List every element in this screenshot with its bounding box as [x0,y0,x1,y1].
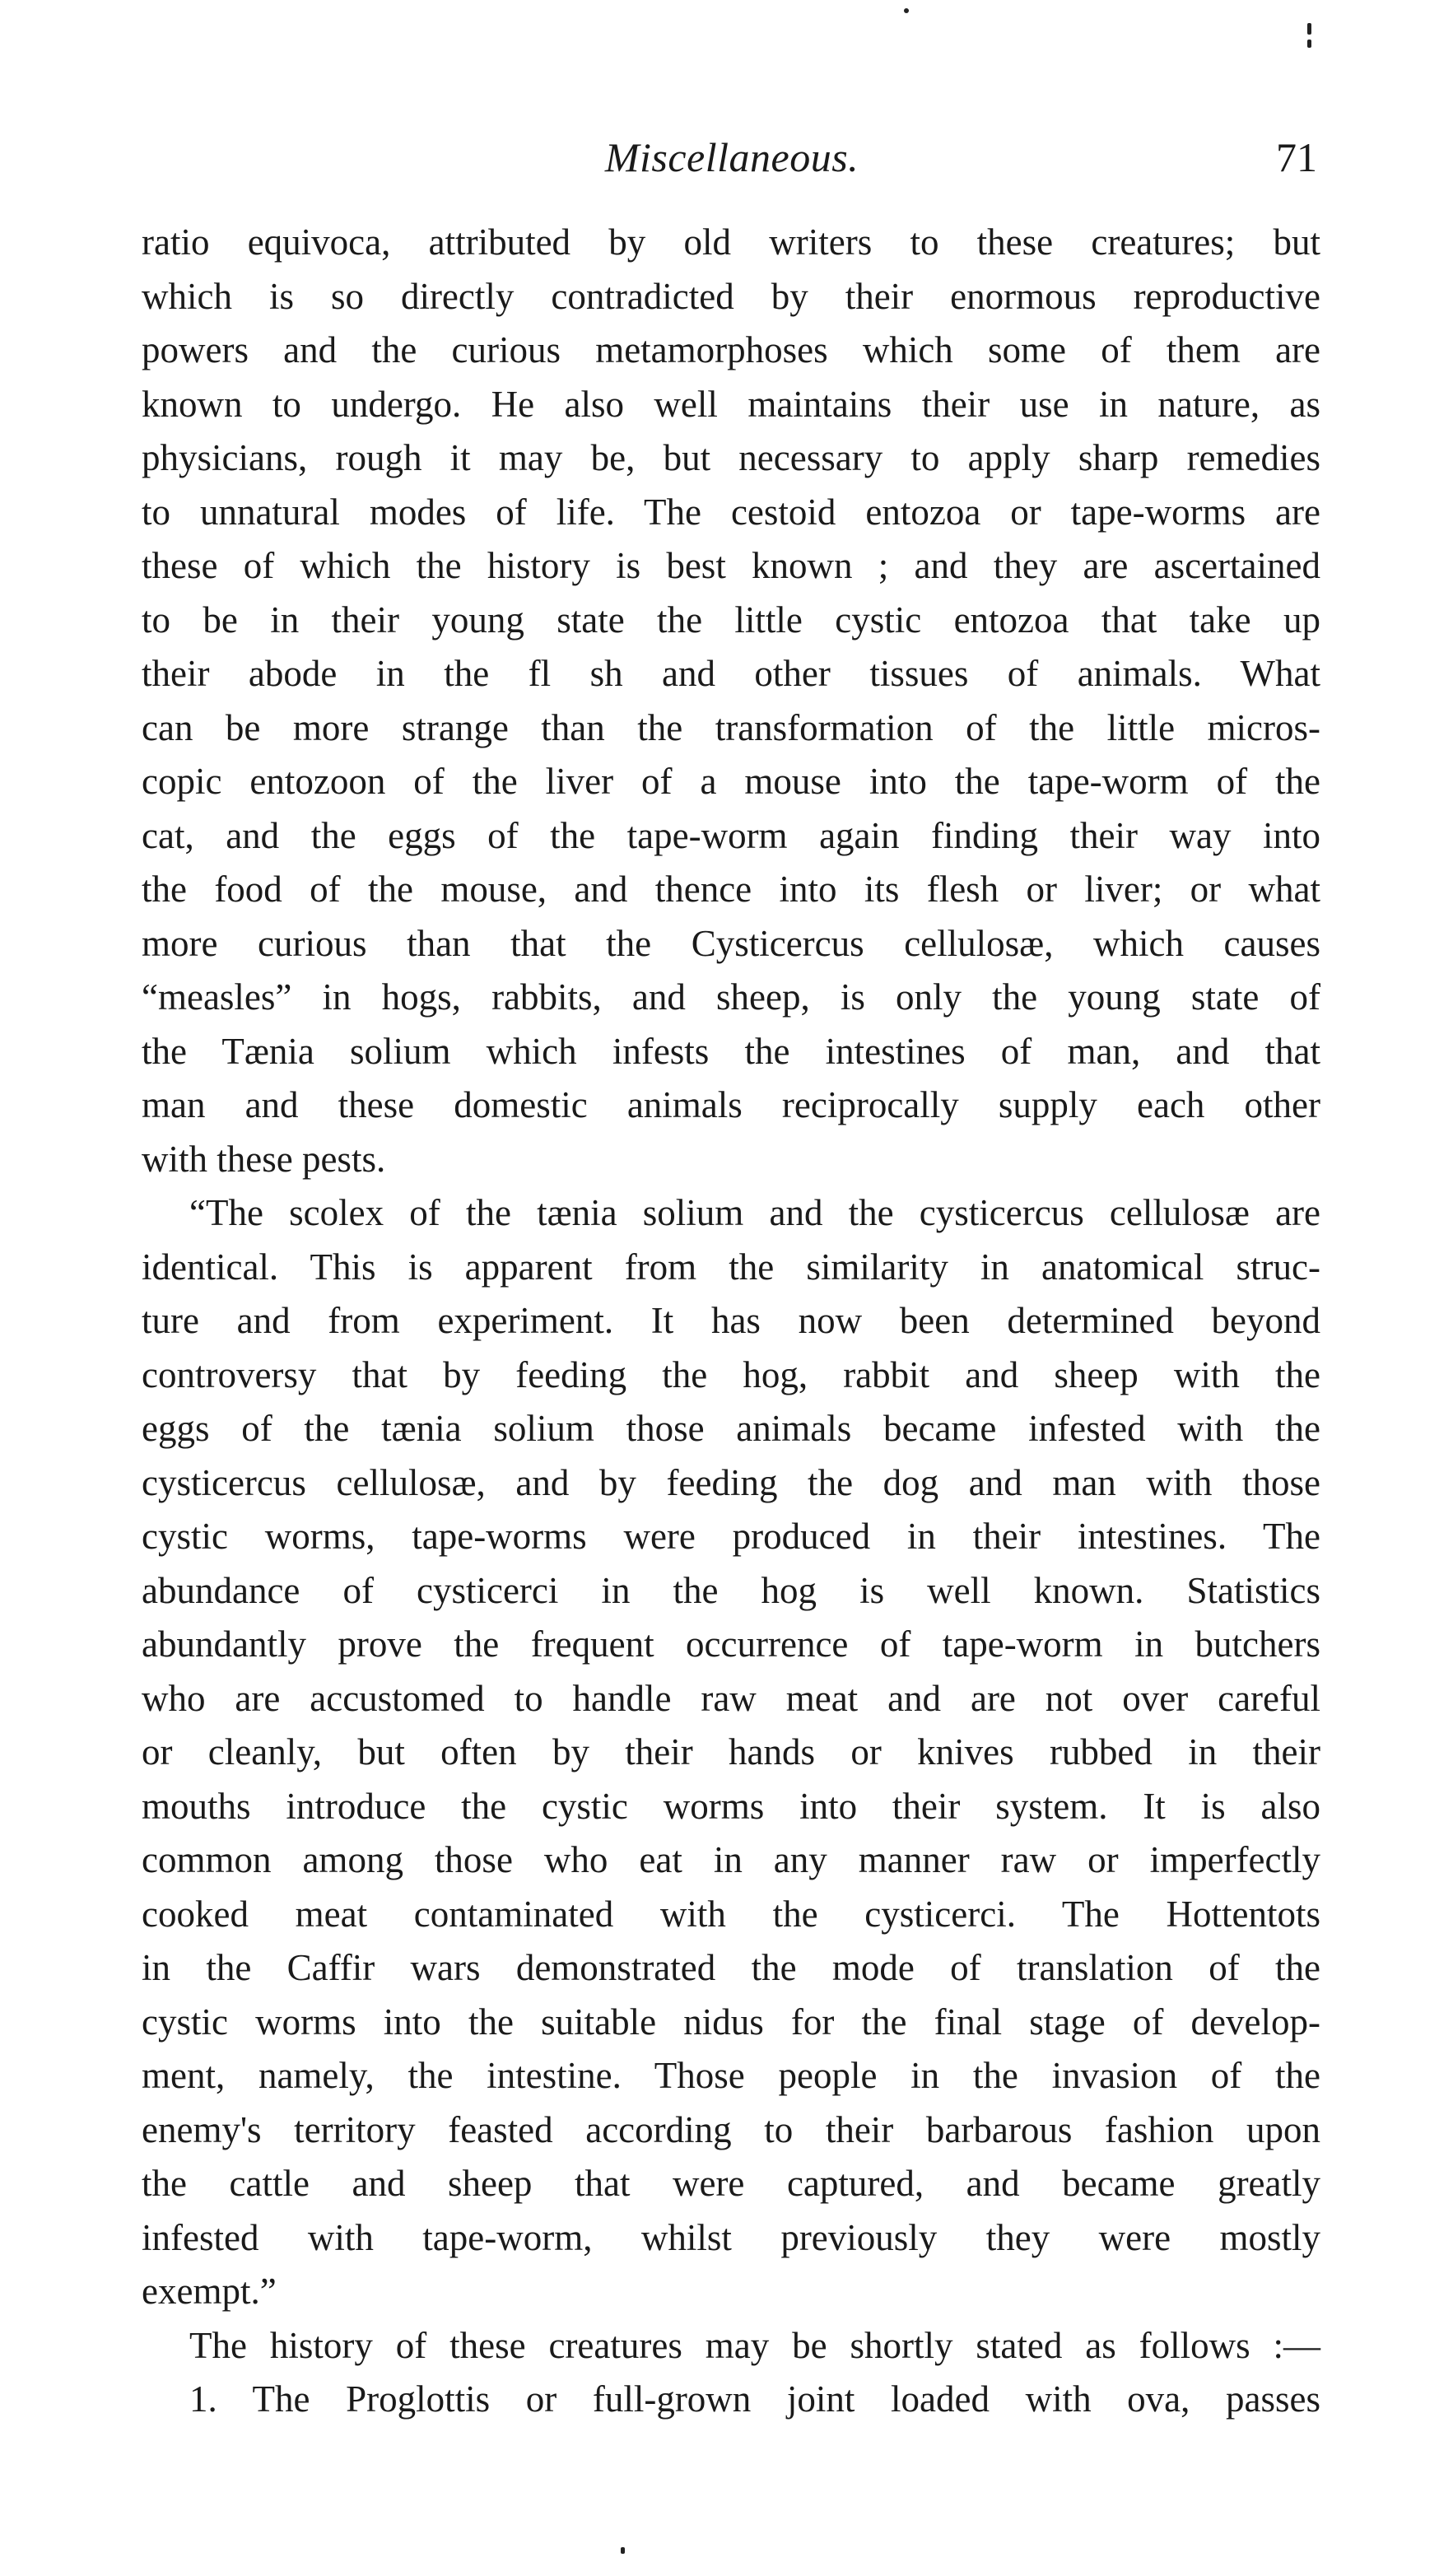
text-line: identical. This is apparent from the similarity in anatomical struc- [142,1246,1320,1288]
text-line: with these pests. [142,1138,386,1180]
text-line: “measles” in hogs, rabbits, and sheep, is only the young state of [142,976,1320,1018]
text-line: who are accustomed to handle raw meat and are not over careful [142,1677,1320,1719]
body-text [142,216,1320,2427]
text-line: cystic worms, tape-worms were produced in their intestines. The [142,1516,1320,1557]
text-line: cysticercus cellulosæ, and by feeding the dog and man with those [142,1461,1320,1503]
text-line: ment, namely, the intestine. Those people in the invasion of the [142,2055,1320,2096]
text-line: man and these domestic animals reciprocally supply each other [142,1084,1320,1125]
text-line: which is so directly contradicted by their enormous reproductive [142,275,1320,317]
paragraph-4-list-item [142,2373,1320,2427]
text-line: cooked meat contaminated with the cysticerci. The Hottentots [142,1893,1320,1935]
text-line: The history of these creatures may be shortly stated as follows :— [189,2324,1320,2366]
text-line: copic entozoon of the liver of a mouse into the tape-worm of the [142,761,1320,802]
ink-speck [904,8,909,13]
ink-speck [621,2547,625,2554]
text-line: mouths introduce the cystic worms into their system. It is also [142,1785,1320,1827]
text-line: cystic worms into the suitable nidus for the final stage of develop- [142,2001,1320,2043]
text-line: to be in their young state the little cystic entozoa that take up [142,599,1320,641]
text-line: their abode in the fl sh and other tissues of animals. What [142,653,1320,694]
text-line: known to undergo. He also well maintains their use in nature, as [142,383,1320,425]
paragraph-1 [142,216,1320,1186]
paragraph-3 [142,2319,1320,2373]
text-line: these of which the history is best known ; and they are ascertained [142,545,1320,586]
text-line: more curious than that the Cysticercus cellulosæ, which causes [142,922,1320,964]
ink-speck [1307,40,1311,48]
text-line: enemy's territory feasted according to their barbarous fashion upon [142,2108,1320,2150]
text-line: powers and the curious metamorphoses which some of them are [142,329,1320,370]
text-line: exempt.” [142,2271,277,2312]
text-line: abundantly prove the frequent occurrence of tape-worm in butchers [142,1623,1320,1665]
text-line: ture and from experiment. It has now been determined beyond [142,1300,1320,1341]
text-line: in the Caffir wars demonstrated the mode of translation of the [142,1947,1320,1988]
text-line: the cattle and sheep that were captured, and became greatly [142,2163,1320,2204]
text-line: physicians, rough it may be, but necessary to apply sharp remedies [142,437,1320,478]
text-line: eggs of the tænia solium those animals became infested with the [142,1408,1320,1449]
text-line: common among those who eat in any manner raw or imperfectly [142,1839,1320,1880]
text-line: the food of the mouse, and thence into its flesh or liver; or what [142,869,1320,910]
ink-speck [1307,23,1311,35]
page-number: 71 [1276,134,1317,180]
text-line: “The scolex of the tænia solium and the cysticercus cellulosæ are [189,1192,1320,1233]
text-line: abundance of cysticerci in the hog is well known. Statistics [142,1569,1320,1611]
text-line: controversy that by feeding the hog, rabbit and sheep with the [142,1353,1320,1395]
text-line: 1. The Proglottis or full-grown joint loaded with ova, passes [189,2378,1320,2420]
text-line: can be more strange than the transformation of the little micros- [142,706,1320,748]
text-line: ratio equivoca, attributed by old writers to these creatures; but [142,221,1320,263]
paragraph-2-quotation [142,1186,1320,2319]
text-line: or cleanly, but often by their hands or knives rubbed in their [142,1731,1320,1772]
running-head [147,128,1317,186]
text-line: to unnatural modes of life. The cestoid entozoa or tape-worms are [142,491,1320,533]
text-line: the Tænia solium which infests the intestines of man, and that [142,1030,1320,1072]
text-line: cat, and the eggs of the tape-worm again finding their way into [142,814,1320,856]
text-line: infested with tape-worm, whilst previously they were mostly [142,2216,1320,2258]
running-title: Miscellaneous. [604,134,859,180]
